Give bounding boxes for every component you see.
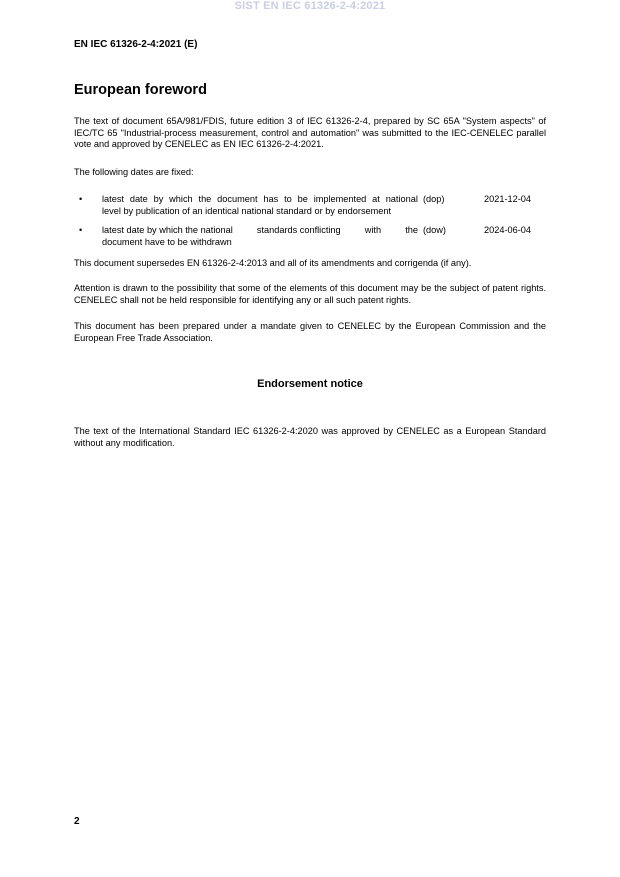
word: which: [169, 194, 193, 204]
date-item-dow: [74, 225, 546, 249]
date-value: 2021-12-04: [484, 194, 531, 204]
word: with: [364, 225, 382, 235]
section-title-european-foreword: European foreword: [74, 82, 207, 98]
date-description-line2: level by publication of an identical national standard or by endorsement: [102, 205, 392, 216]
word: standards conflicting: [256, 225, 341, 235]
word: the: [198, 194, 212, 204]
bullet: •: [79, 225, 83, 235]
word: by: [153, 194, 164, 204]
word: be: [297, 194, 308, 204]
bullet: •: [79, 194, 83, 204]
date-description-line1: [102, 225, 418, 237]
foreword-intro-paragraph: The text of document 65A/981/FDIS, future edition 3 of IEC 61326-2-4, prepared by SC 65A "System aspects" of IEC/TC 65 "Industrial-process measurement, control and automation" was submitted to the IEC-CENELEC parallel vote and approved by CENELEC as EN IEC 61326-2-4:2021.: [74, 116, 546, 150]
date-item-dop: [74, 194, 546, 218]
endorsement-paragraph: The text of the International Standard IEC 61326-2-4:2020 was approved by CENELEC as a European Standard without any modification.: [74, 426, 546, 448]
supersedes-paragraph: This document supersedes EN 61326-2-4:2013 and all of its amendments and corrigenda (if any).: [74, 258, 472, 268]
word: at: [372, 194, 380, 204]
document-identifier: EN IEC 61326-2-4:2021 (E): [74, 39, 198, 50]
date-description-line2: document have to be withdrawn: [102, 236, 232, 247]
attention-paragraph: Attention is drawn to the possibility that some of the elements of this document may be the subject of patent rights. CENELEC shall not be held responsible for identifying any or all such patent rights.: [74, 283, 546, 305]
word: to: [284, 194, 292, 204]
word: has: [263, 194, 279, 204]
date-abbreviation: (dow): [423, 225, 446, 235]
date-description-line1: [102, 194, 418, 206]
word: latest date by which the national: [102, 225, 233, 235]
date-abbreviation: (dop): [423, 194, 445, 204]
word: implemented: [313, 194, 367, 204]
date-value: 2024-06-04: [484, 225, 531, 235]
dates-intro-paragraph: The following dates are fixed:: [74, 167, 194, 177]
word: latest: [102, 194, 124, 204]
word: document: [217, 194, 258, 204]
word: the: [405, 225, 418, 235]
word: date: [129, 194, 148, 204]
date-description: [102, 194, 418, 217]
page-number: 2: [74, 816, 80, 827]
mandate-paragraph: This document has been prepared under a mandate given to CENELEC by the European Commission and the European Free Trade Association.: [74, 321, 546, 343]
section-title-endorsement-notice: Endorsement notice: [257, 378, 363, 390]
word: national: [385, 194, 418, 204]
date-description: [102, 225, 418, 248]
watermark: SIST EN IEC 61326-2-4:2021: [234, 0, 386, 12]
